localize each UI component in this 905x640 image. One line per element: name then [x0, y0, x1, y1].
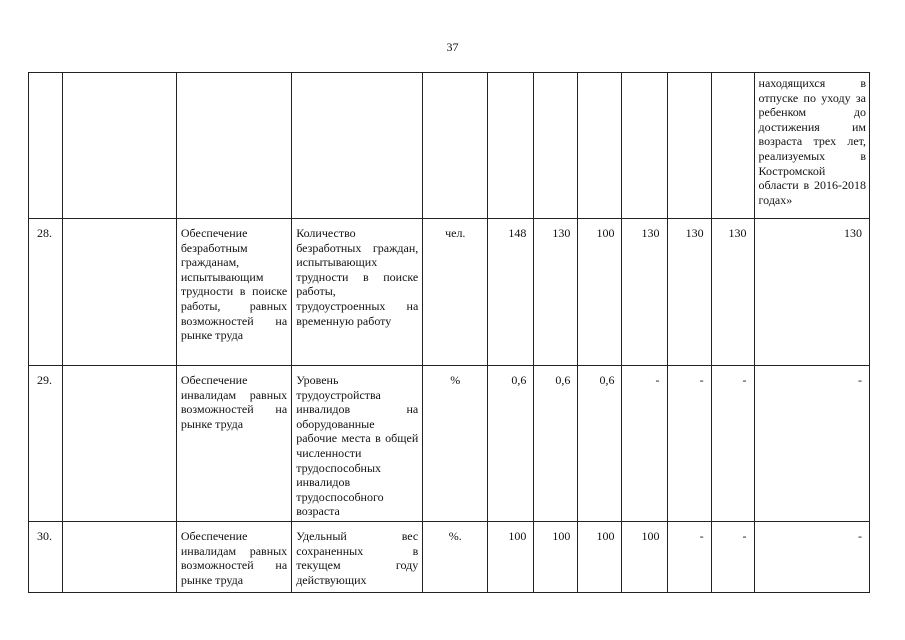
unit-cell: %. [423, 522, 488, 593]
table-cell [62, 522, 176, 593]
unit-cell: % [423, 366, 488, 522]
table-cell [62, 366, 176, 522]
value-cell: - [667, 522, 711, 593]
table-cell [711, 73, 754, 219]
table-cell [534, 73, 578, 219]
event-name: Обеспечение инвалидам равных возможностей на рынке труда [176, 366, 291, 522]
table-row [29, 73, 870, 219]
value-cell: 130 [711, 219, 754, 366]
table-cell [62, 219, 176, 366]
value-cell: 0,6 [488, 366, 534, 522]
row-number: 28. [29, 219, 63, 366]
value-cell: 100 [578, 522, 622, 593]
value-cell: - [754, 366, 869, 522]
table-row [29, 522, 870, 593]
value-cell: - [622, 366, 667, 522]
indicator-name: Удельный вес сохраненных в текущем году действующих [292, 522, 423, 593]
value-cell: - [667, 366, 711, 522]
value-cell: - [711, 366, 754, 522]
value-cell: 100 [578, 219, 622, 366]
value-cell: 130 [622, 219, 667, 366]
value-cell: 0,6 [534, 366, 578, 522]
table-cell [488, 73, 534, 219]
row-number: 30. [29, 522, 63, 593]
table-cell [62, 73, 176, 219]
table-cell [176, 73, 291, 219]
value-cell: 148 [488, 219, 534, 366]
event-name: Обеспечение инвалидам равных возможностей на рынке труда [176, 522, 291, 593]
table-row [29, 366, 870, 522]
page-number: 37 [446, 40, 459, 54]
table-cell [667, 73, 711, 219]
value-cell: 100 [534, 522, 578, 593]
indicators-table [28, 72, 870, 593]
unit-cell: чел. [423, 219, 488, 366]
table-row [29, 219, 870, 366]
row-number: 29. [29, 366, 63, 522]
value-cell: 130 [534, 219, 578, 366]
value-cell: 100 [622, 522, 667, 593]
table-cell [423, 73, 488, 219]
indicator-name: Уровень трудоустройства инвалидов на оборудованные рабочие места в общей численности трудоспособных инвалидов трудоспособного возраста [292, 366, 423, 522]
table-cell [292, 73, 423, 219]
value-cell: 100 [488, 522, 534, 593]
value-cell: - [754, 522, 869, 593]
value-cell: - [711, 522, 754, 593]
value-cell: 130 [667, 219, 711, 366]
value-cell: 130 [754, 219, 869, 366]
continuation-text: находящихся в отпуске по уходу за ребенком до достижения им возраста трех лет, реализуемых в Костромской области в 2016-2018 годах» [754, 73, 869, 219]
value-cell: 0,6 [578, 366, 622, 522]
table-cell [578, 73, 622, 219]
table-cell [29, 73, 63, 219]
event-name: Обеспечение безработным гражданам, испытывающим трудности в поиске работы, равных возможностей на рынке труда [176, 219, 291, 366]
indicator-name: Количество безработных граждан, испытывающих трудности в поиске работы, трудоустроенных на временную работу [292, 219, 423, 366]
table-cell [622, 73, 667, 219]
